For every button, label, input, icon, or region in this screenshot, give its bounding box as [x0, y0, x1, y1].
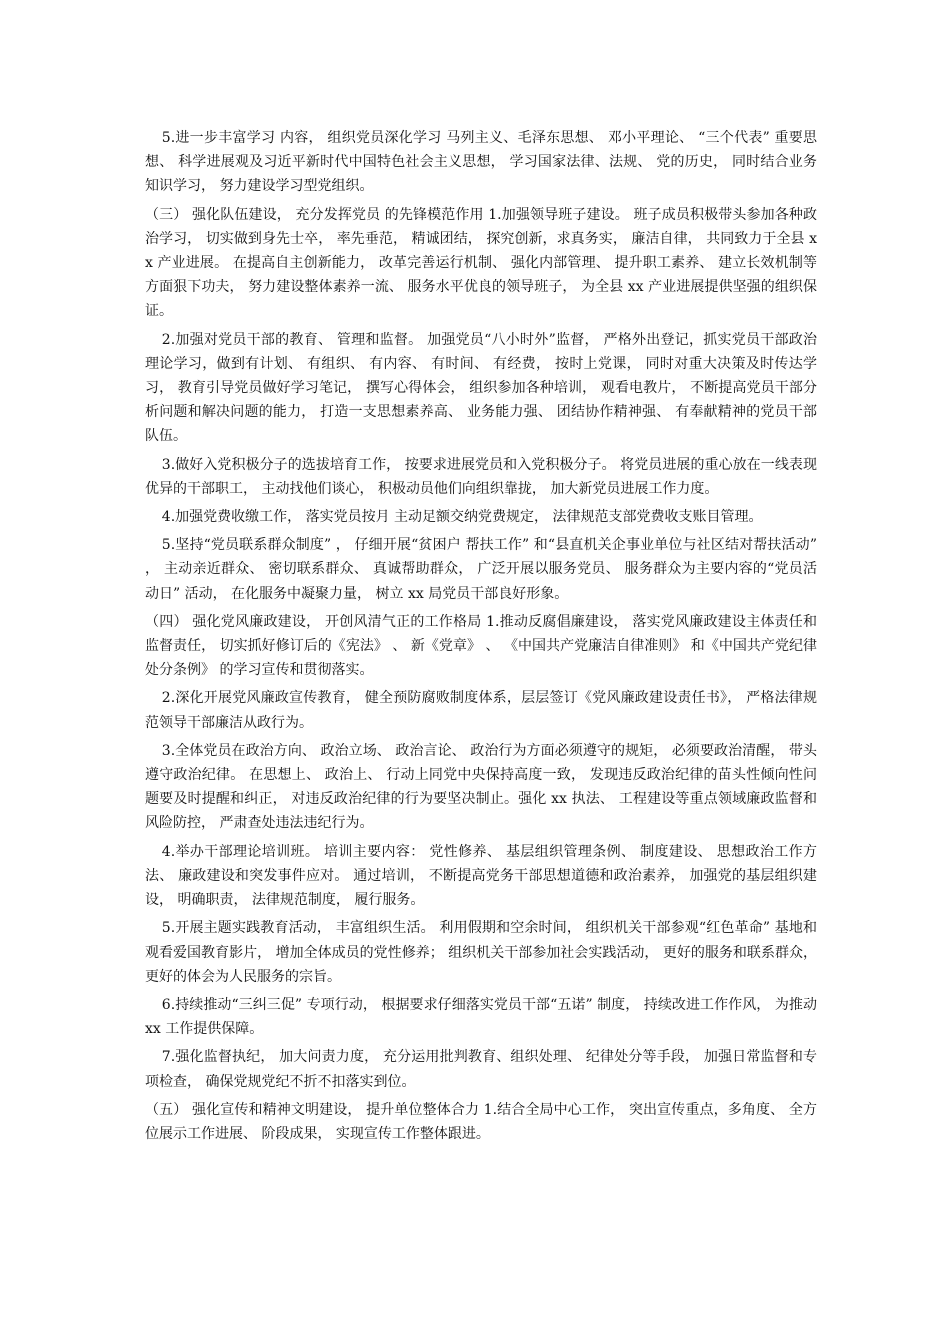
paragraph-themed-practice: 5.开展主题实践教育活动， 丰富组织生活。 利用假期和空余时间， 组织机关干部参观“红色革命” 基地和观看爱国教育影片， 增加全体成员的党性修养； 组织机关干部参加社会实践活动， 更好的服务和联系群众， 更好的体会为人民服务的宗旨。 [145, 920, 817, 985]
paragraph-special-action: 6.持续推动“三纠三促” 专项行动， 根据要求仔细落实党员干部“五诺” 制度， 持续改进工作作风， 为推动 xx 工作提供保障。 [145, 996, 817, 1038]
paragraph-party-dues: 4.加强党费收缴工作， 落实党员按月 主动足额交纳党费规定， 法律规范支部党费收支账目管理。 [161, 509, 763, 526]
paragraph-theory-training: 4.举办干部理论培训班。 培训主要内容： 党性修养、 基层组织管理条例、 制度建设、 思想政治工作方法、 廉政建设和突发事件应对。 通过培训， 不断提高党务干部思想道德和政治素养， 加强党的基层组织建设， 明确职责， 法律规范制度， 履行服务。 [145, 843, 817, 909]
paragraph-study-content: 5.进一步丰富学习 内容， 组织党员深化学习 马列主义、毛泽东思想、 邓小平理论、 “三个代表” 重要思想、 科学进展观及习近平新时代中国特色社会主义思想， 学习国家法律、法规、 党的历史， 同时结合业务知识学习， 努力建设学习型党组织。 [145, 130, 817, 195]
section-heading-publicity: （五） 强化宣传和精神文明建设， 提升单位整体合力 1.结合全局中心工作， 突出宣传重点，多角度、 全方位展示工作进展、 阶段成果， 实现宣传工作整体跟进。 [145, 1101, 817, 1142]
paragraph-supervision-discipline: 7.强化监督执纪， 加大问责力度， 充分运用批判教育、组织处理、 纪律处分等手段， 加强日常监督和专项检查， 确保党规党纪不折不扣落实到位。 [145, 1049, 817, 1090]
section-heading-clean-governance: （四） 强化党风廉政建设， 开创风清气正的工作格局 1.推动反腐倡廉建设， 落实党风廉政建设主体责任和监督责任， 切实抓好修订后的《宪法》 、 新《党章》 、 《中国共产党廉洁自律准则》 和《中国共产党纪律处分条例》 的学习宣传和贯彻落实。 [145, 613, 817, 679]
paragraph-clean-governance-education: 2.深化开展党风廉政宣传教育， 健全预防腐败制度体系，层层签订《党风廉政建设责任书》， 严格法律规范领导干部廉洁从政行为。 [145, 690, 817, 731]
paragraph-activist-training: 3.做好入党积极分子的选拔培育工作， 按要求进展党员和入党积极分子。 将党员进展的重心放在一线表现优异的干部职工， 主动找他们谈心， 积极动员他们向组织靠拢， 加大新党员进展工作力度。 [145, 456, 817, 497]
paragraph-mass-contact: 5.坚持“党员联系群众制度” ， 仔细开展“贫困户 帮扶工作” 和“县直机关企事业单位与社区结对帮扶活动” ， 主动亲近群众、 密切联系群众、 真诚帮助群众， 广泛开展以服务党员、 服务群众为主要内容的“党员活动日” 活动， 在化服务中凝聚力量， 树立 xx 局党员干部良好形象。 [145, 537, 817, 602]
section-heading-team-building: （三） 强化队伍建设， 充分发挥党员 的先锋模范作用 1.加强领导班子建设。 班子成员积极带头参加各种政治学习， 切实做到身先士卒， 率先垂范， 精诚团结， 探究创新，求真务实， 廉洁自律， 共同致力于全县 xx 产业进展。 在提高自主创新能力， 改革完善运行机制、 强化内部管理、 提升职工素养、 建立长效机制等方面狠下功夫， 努力建设整体素养一流、 服务水平优良的领导班子， 为全县 xx 产业进展提供坚强的组织保证。 [145, 206, 817, 320]
document-body [145, 126, 817, 1150]
paragraph-political-discipline: 3.全体党员在政治方向、 政治立场、 政治言论、 政治行为方面必须遵守的规矩， 必须要政治清醒， 带头遵守政治纪律。 在思想上、 政治上、 行动上同党中央保持高度一致， 发现违反政治纪律的苗头性倾向性问题要及时提醒和纠正， 对违反政治纪律的行为要坚决制止。强化 xx 执法、 工程建设等重点领域廉政监督和风险防控， 严肃查处违法违纪行为。 [145, 742, 817, 832]
paragraph-party-member-supervision: 2.加强对党员干部的教育、 管理和监督。 加强党员“八小时外”监督， 严格外出登记，抓实党员干部政治理论学习，做到有计划、 有组织、 有内容、 有时间、 有经费， 按时上党课， 同时对重大决策及时传达学习， 教育引导党员做好学习笔记， 撰写心得体会， 组织参加各种培训， 观看电教片， 不断提高党员干部分析问题和解决问题的能力， 打造一支思想素养高、 业务能力强、 团结协作精神强、 有奉献精神的党员干部队伍。 [145, 331, 817, 445]
